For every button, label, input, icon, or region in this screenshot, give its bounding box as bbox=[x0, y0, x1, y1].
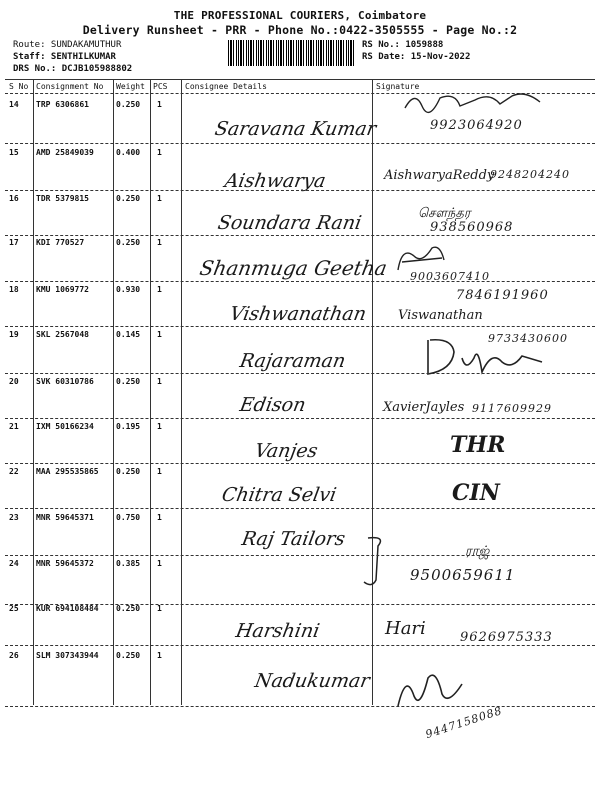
row-weight: 0.250 bbox=[116, 377, 141, 386]
consignee-handwriting: Nadukumar bbox=[253, 670, 372, 692]
row-weight: 0.250 bbox=[116, 467, 141, 476]
consignee-handwriting: Rajaraman bbox=[238, 350, 348, 372]
drs-number: DRS No.: DCJB105988802 bbox=[13, 64, 133, 74]
phone-handwriting: 9003607410 bbox=[410, 270, 490, 283]
row-sno: 26 bbox=[9, 651, 19, 660]
row-rule bbox=[5, 706, 595, 707]
rs-number: RS No.: 1059888 bbox=[362, 40, 444, 50]
consignee-handwriting: Saravana Kumar bbox=[213, 118, 378, 140]
consignee-handwriting: Edison bbox=[238, 394, 308, 416]
row-sno: 15 bbox=[9, 148, 19, 157]
phone-handwriting: 9626975333 bbox=[460, 630, 553, 645]
row-consignment: IXM 50166234 bbox=[36, 422, 94, 431]
signature-handwriting: THR bbox=[450, 432, 506, 458]
row-weight: 0.930 bbox=[116, 285, 141, 294]
row-sno: 17 bbox=[9, 238, 19, 247]
row-sno: 18 bbox=[9, 285, 19, 294]
header-pcs: PCS bbox=[153, 82, 168, 91]
signature-handwriting: XavierJayles bbox=[383, 400, 465, 415]
row-pcs: 1 bbox=[157, 330, 162, 339]
row-weight: 0.250 bbox=[116, 238, 141, 247]
header-weight: Weight bbox=[116, 82, 145, 91]
row-consignment: MNR 59645372 bbox=[36, 559, 94, 568]
row-rule bbox=[5, 463, 595, 464]
phone-handwriting: 9447158088 bbox=[423, 703, 505, 742]
row-weight: 0.250 bbox=[116, 194, 141, 203]
row-pcs: 1 bbox=[157, 148, 162, 157]
row-rule bbox=[5, 645, 595, 646]
signature-handwriting: Hari bbox=[385, 618, 426, 639]
col-divider bbox=[33, 80, 34, 705]
col-divider bbox=[150, 80, 151, 705]
row-consignment: KUR 694108484 bbox=[36, 604, 99, 613]
route-label: Route: SUNDAKAMUTHUR bbox=[13, 40, 122, 50]
phone-handwriting: 9248204240 bbox=[490, 168, 570, 181]
phone-handwriting: 9117609929 bbox=[472, 402, 552, 415]
signature-handwriting: சௌந்தர bbox=[418, 206, 471, 221]
row-rule bbox=[5, 281, 595, 282]
row-pcs: 1 bbox=[157, 604, 162, 613]
col-divider bbox=[113, 80, 114, 705]
row-sno: 23 bbox=[9, 513, 19, 522]
header-sno: S No bbox=[9, 82, 29, 91]
runsheet-subtitle: Delivery Runsheet - PRR - Phone No.:0422-3505555 - Page No.:2 bbox=[82, 23, 518, 37]
consignee-handwriting: Vishwanathan bbox=[228, 303, 368, 325]
row-rule bbox=[5, 373, 595, 374]
row-weight: 0.145 bbox=[116, 330, 141, 339]
row-consignment: SKL 2567048 bbox=[36, 330, 89, 339]
header-consignment: Consignment No bbox=[36, 82, 104, 91]
phone-handwriting: 7846191960 bbox=[456, 288, 549, 303]
consignee-handwriting: Shanmuga Geetha bbox=[197, 256, 389, 280]
row-pcs: 1 bbox=[157, 100, 162, 109]
row-pcs: 1 bbox=[157, 377, 162, 386]
company-title: THE PROFESSIONAL COURIERS, Coimbatore bbox=[173, 9, 427, 22]
row-weight: 0.250 bbox=[116, 651, 141, 660]
phone-handwriting: 938560968 bbox=[430, 220, 514, 235]
row-rule bbox=[5, 143, 595, 144]
consignee-handwriting: Chitra Selvi bbox=[220, 484, 339, 506]
table-top-rule bbox=[5, 79, 595, 80]
row-sno: 14 bbox=[9, 100, 19, 109]
row-pcs: 1 bbox=[157, 194, 162, 203]
signature-handwriting: Viswanathan bbox=[398, 308, 483, 323]
row-weight: 0.750 bbox=[116, 513, 141, 522]
row-sno: 20 bbox=[9, 377, 19, 386]
consignee-handwriting: Raj Tailors bbox=[240, 528, 347, 550]
header-signature: Signature bbox=[376, 82, 420, 91]
row-sno: 16 bbox=[9, 194, 19, 203]
row-rule bbox=[5, 555, 595, 556]
header-consignee: Consignee Details bbox=[185, 82, 267, 91]
row-pcs: 1 bbox=[157, 422, 162, 431]
consignee-handwriting: Soundara Rani bbox=[216, 212, 364, 234]
row-sno: 21 bbox=[9, 422, 19, 431]
row-consignment: TDR 5379815 bbox=[36, 194, 89, 203]
row-rule bbox=[5, 235, 595, 236]
row-weight: 0.385 bbox=[116, 559, 141, 568]
row-weight: 0.250 bbox=[116, 100, 141, 109]
row-sno: 19 bbox=[9, 330, 19, 339]
row-consignment: KDI 770527 bbox=[36, 238, 85, 247]
phone-handwriting: 9923064920 bbox=[430, 118, 523, 133]
row-rule bbox=[5, 508, 595, 509]
barcode bbox=[228, 40, 356, 66]
consignee-handwriting: Vanjes bbox=[253, 440, 320, 462]
consignee-handwriting: Harshini bbox=[234, 620, 322, 642]
row-pcs: 1 bbox=[157, 559, 162, 568]
row-consignment: MAA 295535865 bbox=[36, 467, 99, 476]
signature-scrawl bbox=[400, 88, 550, 120]
row-consignment: AMD 25849039 bbox=[36, 148, 94, 157]
row-consignment: SVK 60310786 bbox=[36, 377, 94, 386]
row-consignment: KMU 1069772 bbox=[36, 285, 89, 294]
phone-handwriting: 9500659611 bbox=[410, 566, 516, 584]
signature-scrawl bbox=[360, 534, 390, 590]
row-pcs: 1 bbox=[157, 651, 162, 660]
col-divider bbox=[181, 80, 182, 705]
signature-handwriting: ராஜ் bbox=[465, 544, 490, 559]
row-consignment: TRP 6306861 bbox=[36, 100, 89, 109]
row-pcs: 1 bbox=[157, 285, 162, 294]
row-consignment: MNR 59645371 bbox=[36, 513, 94, 522]
row-rule bbox=[5, 326, 595, 327]
row-weight: 0.400 bbox=[116, 148, 141, 157]
row-consignment: SLM 307343944 bbox=[36, 651, 99, 660]
col-divider bbox=[372, 80, 373, 705]
row-pcs: 1 bbox=[157, 467, 162, 476]
consignee-handwriting: Aishwarya bbox=[223, 170, 328, 192]
signature-handwriting: AishwaryaReddy bbox=[384, 168, 495, 183]
signature-handwriting: CIN bbox=[452, 480, 500, 506]
row-weight: 0.250 bbox=[116, 604, 141, 613]
row-pcs: 1 bbox=[157, 238, 162, 247]
row-sno: 24 bbox=[9, 559, 19, 568]
rs-date: RS Date: 15-Nov-2022 bbox=[362, 52, 471, 62]
row-sno: 25 bbox=[9, 604, 19, 613]
row-weight: 0.195 bbox=[116, 422, 141, 431]
row-sno: 22 bbox=[9, 467, 19, 476]
staff-label: Staff: SENTHILKUMAR bbox=[13, 52, 116, 62]
row-rule bbox=[5, 418, 595, 419]
row-rule bbox=[5, 190, 595, 191]
row-pcs: 1 bbox=[157, 513, 162, 522]
phone-handwriting: 9733430600 bbox=[488, 332, 568, 345]
